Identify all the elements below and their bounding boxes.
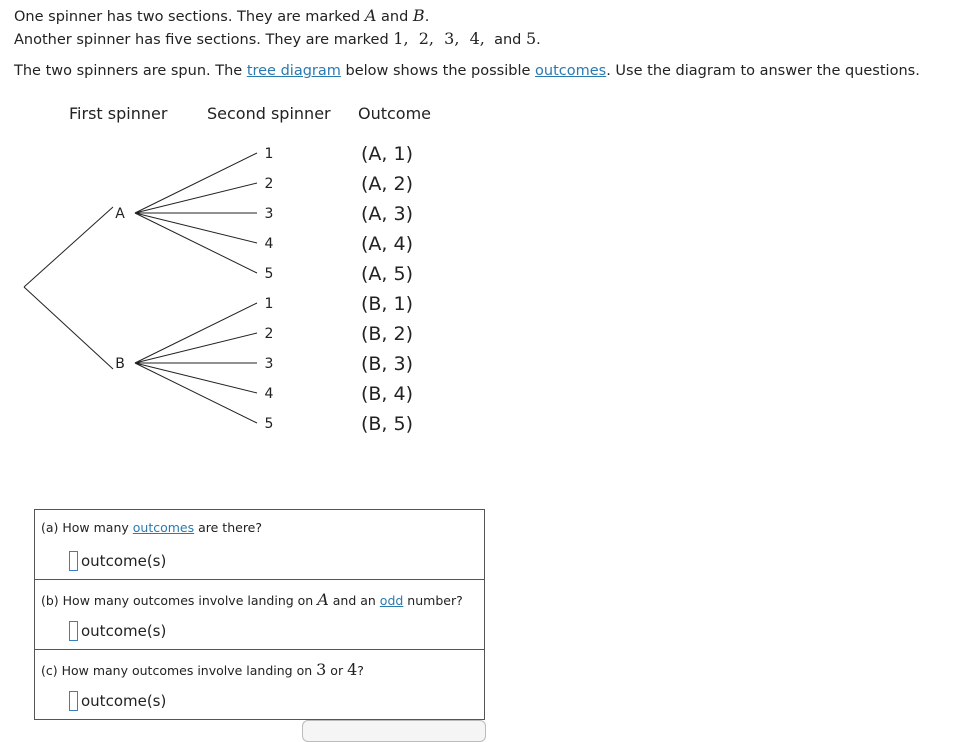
second-branch-line bbox=[135, 333, 257, 363]
question-b-suffix: number? bbox=[403, 593, 463, 608]
outcome-label: (A, 5) bbox=[361, 263, 413, 285]
outcome-label: (A, 4) bbox=[361, 233, 413, 255]
answer-c-unit: outcome(s) bbox=[81, 692, 167, 710]
question-c-number-1: 3 bbox=[316, 660, 327, 679]
header-outcome: Outcome bbox=[358, 104, 432, 123]
intro-line-3-text-c: . Use the diagram to answer the questions. bbox=[606, 63, 920, 79]
intro-line-2-period: . bbox=[536, 32, 541, 48]
second-spinner-label: 1 bbox=[264, 296, 274, 312]
intro-line-3-text-b: below shows the possible bbox=[340, 63, 536, 79]
outcome-label: (B, 5) bbox=[360, 413, 414, 435]
second-spinner-label: 3 bbox=[264, 356, 274, 372]
outcome-label: (A, 3) bbox=[361, 203, 413, 225]
second-spinner-label: 4 bbox=[264, 386, 274, 402]
question-c-mid: or bbox=[326, 663, 348, 678]
second-spinner-label: 5 bbox=[264, 416, 274, 432]
header-second-spinner: Second spinner bbox=[207, 104, 331, 123]
outcome-label: (A, 2) bbox=[361, 173, 413, 195]
question-c-text bbox=[41, 660, 364, 679]
outcome-label: (B, 2) bbox=[360, 323, 414, 345]
question-b-text bbox=[41, 590, 463, 609]
outcome-label: (B, 4) bbox=[360, 383, 414, 405]
root-branch-line bbox=[24, 287, 113, 369]
answer-a-input[interactable] bbox=[69, 551, 78, 571]
second-branch-line bbox=[135, 213, 257, 273]
question-c-number-2: 4 bbox=[347, 660, 358, 679]
intro-line-1-period: . bbox=[424, 9, 430, 25]
answer-a-unit: outcome(s) bbox=[81, 552, 167, 570]
first-spinner-label: B bbox=[115, 356, 125, 372]
root-branch-line bbox=[24, 207, 113, 287]
answer-c-input[interactable] bbox=[69, 691, 78, 711]
outcomes-link[interactable]: outcomes bbox=[535, 63, 607, 79]
spinner-symbol-a: A bbox=[364, 6, 377, 25]
outcome-label: (B, 3) bbox=[360, 353, 414, 375]
first-spinner-label: A bbox=[115, 206, 125, 222]
second-spinner-label: 2 bbox=[264, 176, 274, 192]
intro-line-1 bbox=[14, 6, 429, 25]
question-c-suffix: ? bbox=[357, 663, 364, 678]
second-branch-line bbox=[135, 213, 257, 243]
odd-link[interactable]: odd bbox=[379, 593, 404, 608]
second-spinner-label: 4 bbox=[264, 236, 274, 252]
spinner-number-last: 5 bbox=[525, 29, 537, 48]
answer-b bbox=[69, 620, 166, 642]
question-b-box bbox=[34, 579, 485, 650]
second-branch-line bbox=[135, 183, 257, 213]
partial-action-button[interactable] bbox=[302, 720, 486, 742]
intro-line-1-text: One spinner has two sections. They are marked bbox=[14, 9, 365, 25]
answer-c bbox=[69, 690, 166, 712]
intro-line-1-and: and bbox=[376, 9, 413, 25]
intro-line-2-text: Another spinner has five sections. They are marked bbox=[14, 32, 394, 48]
outcome-label: (A, 1) bbox=[361, 143, 413, 165]
question-b-mid: and an bbox=[328, 593, 380, 608]
question-b-symbol: A bbox=[317, 590, 329, 609]
question-a-box bbox=[34, 509, 485, 580]
second-spinner-label: 1 bbox=[264, 146, 274, 162]
question-b-prefix: (b) How many outcomes involve landing on bbox=[41, 593, 318, 608]
second-branch-line bbox=[135, 303, 257, 363]
header-first-spinner: First spinner bbox=[69, 104, 168, 123]
tree-diagram bbox=[0, 130, 460, 440]
intro-line-2 bbox=[14, 29, 541, 48]
outcomes-link-a[interactable]: outcomes bbox=[132, 520, 195, 535]
outcome-label: (B, 1) bbox=[360, 293, 414, 315]
answer-b-unit: outcome(s) bbox=[81, 622, 167, 640]
question-a-text bbox=[41, 520, 262, 535]
intro-line-2-and: and bbox=[484, 32, 526, 48]
intro-line-3 bbox=[14, 63, 920, 79]
second-branch-line bbox=[135, 363, 257, 393]
question-c-prefix: (c) How many outcomes involve landing on bbox=[41, 663, 317, 678]
second-spinner-label: 5 bbox=[264, 266, 274, 282]
second-spinner-label: 2 bbox=[264, 326, 274, 342]
tree-diagram-link[interactable]: tree diagram bbox=[246, 63, 341, 79]
question-a-suffix: are there? bbox=[194, 520, 263, 535]
intro-line-3-text-a: The two spinners are spun. The bbox=[14, 63, 247, 79]
second-spinner-label: 3 bbox=[264, 206, 274, 222]
question-c-box bbox=[34, 649, 485, 720]
second-branch-line bbox=[135, 363, 257, 423]
spinner-numbers: 1, 2, 3, 4, bbox=[393, 29, 485, 48]
question-a-prefix: (a) How many bbox=[41, 520, 133, 535]
spinner-symbol-b: B bbox=[412, 6, 425, 25]
second-branch-line bbox=[135, 153, 257, 213]
answer-a bbox=[69, 550, 166, 572]
answer-b-input[interactable] bbox=[69, 621, 78, 641]
